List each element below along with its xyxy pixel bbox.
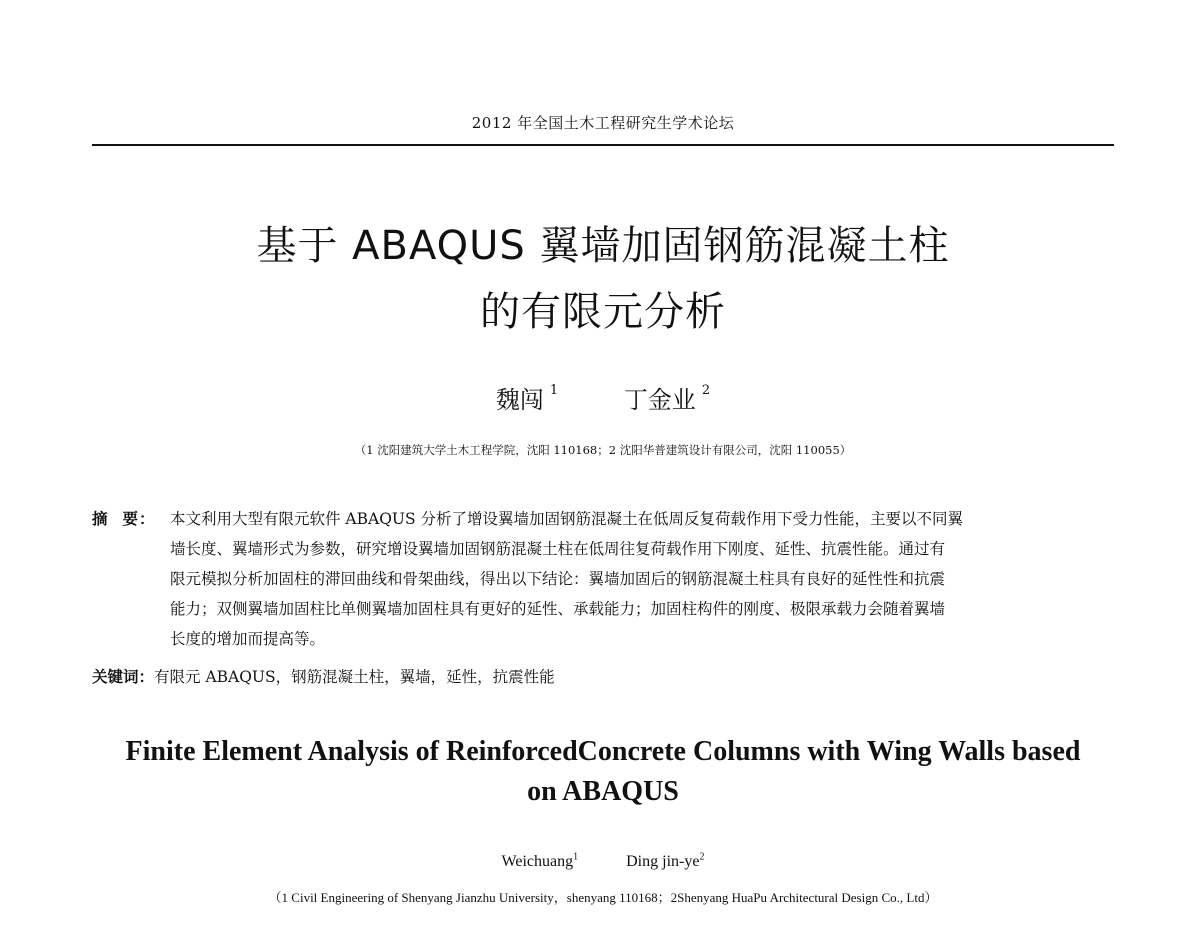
abstract-label [92,504,156,534]
author-2-en [626,853,704,870]
english-title-line-1: Finite Element Analysis of ReinforcedConcrete Columns with Wing Walls based [125,736,1081,767]
abstract-line: 能力；双侧翼墙加固柱比单侧翼墙加固柱具有更好的延性、承载能力；加固柱构件的刚度、极限承载力会随着翼墙 [170,600,946,618]
author-affil-mark: 2 [701,383,711,398]
abstract-line: 墙长度、翼墙形式为参数，研究增设翼墙加固钢筋混凝土柱在低周往复荷载作用下刚度、延性、抗震性能。通过有 [170,540,946,558]
english-authors [92,852,1114,871]
author-name: 魏闯 [495,386,544,414]
keywords [92,665,1114,687]
chinese-title-line-2: 的有限元分析 [480,289,726,335]
abstract-line: 长度的增加而提高等。 [170,630,326,648]
chinese-title-line-1: 基于 ABAQUS 翼墙加固钢筋混凝土柱 [256,223,950,269]
abstract [92,504,1114,654]
author-1-cn [496,380,558,415]
abstract-label-part-1: 摘 [92,509,109,528]
abstract-line: 本文利用大型有限元软件 ABAQUS 分析了增设翼墙加固钢筋混凝土在低周反复荷载作用下受力性能，主要以不同翼 [170,510,964,528]
abstract-line: 限元模拟分析加固柱的滞回曲线和骨架曲线，得出以下结论：翼墙加固后的钢筋混凝土柱具有良好的延性性和抗震 [170,570,946,588]
author-affil-mark: 2 [699,852,705,863]
english-title-line-2: on ABAQUS [527,776,679,807]
author-name: 丁金业 [623,386,696,414]
author-affil-mark: 1 [549,383,559,398]
english-affiliation: （1 Civil Engineering of Shenyang Jianzhu University，shenyang 110168；2Shenyang HuaPu Architectural Design Co., Ltd） [268,890,938,905]
chinese-affiliation: （1 沈阳建筑大学土木工程学院，沈阳 110168；2 沈阳华普建筑设计有限公司，沈阳 110055） [354,443,852,457]
header-rule [92,144,1114,146]
author-affil-mark: 1 [573,852,579,863]
keywords-label: 关键词： [92,667,155,686]
author-2-cn [624,380,710,415]
author-name: Weichuang [501,853,574,871]
author-name: Ding jin-ye [626,853,700,871]
abstract-body [170,504,1114,654]
author-1-en [502,853,579,870]
running-header: 2012 年全国土木工程研究生学术论坛 [471,114,735,132]
chinese-authors [92,380,1114,415]
keywords-text: 有限元 ABAQUS，钢筋混凝土柱，翼墙，延性，抗震性能 [154,668,555,686]
abstract-label-part-2: 要： [122,509,156,528]
